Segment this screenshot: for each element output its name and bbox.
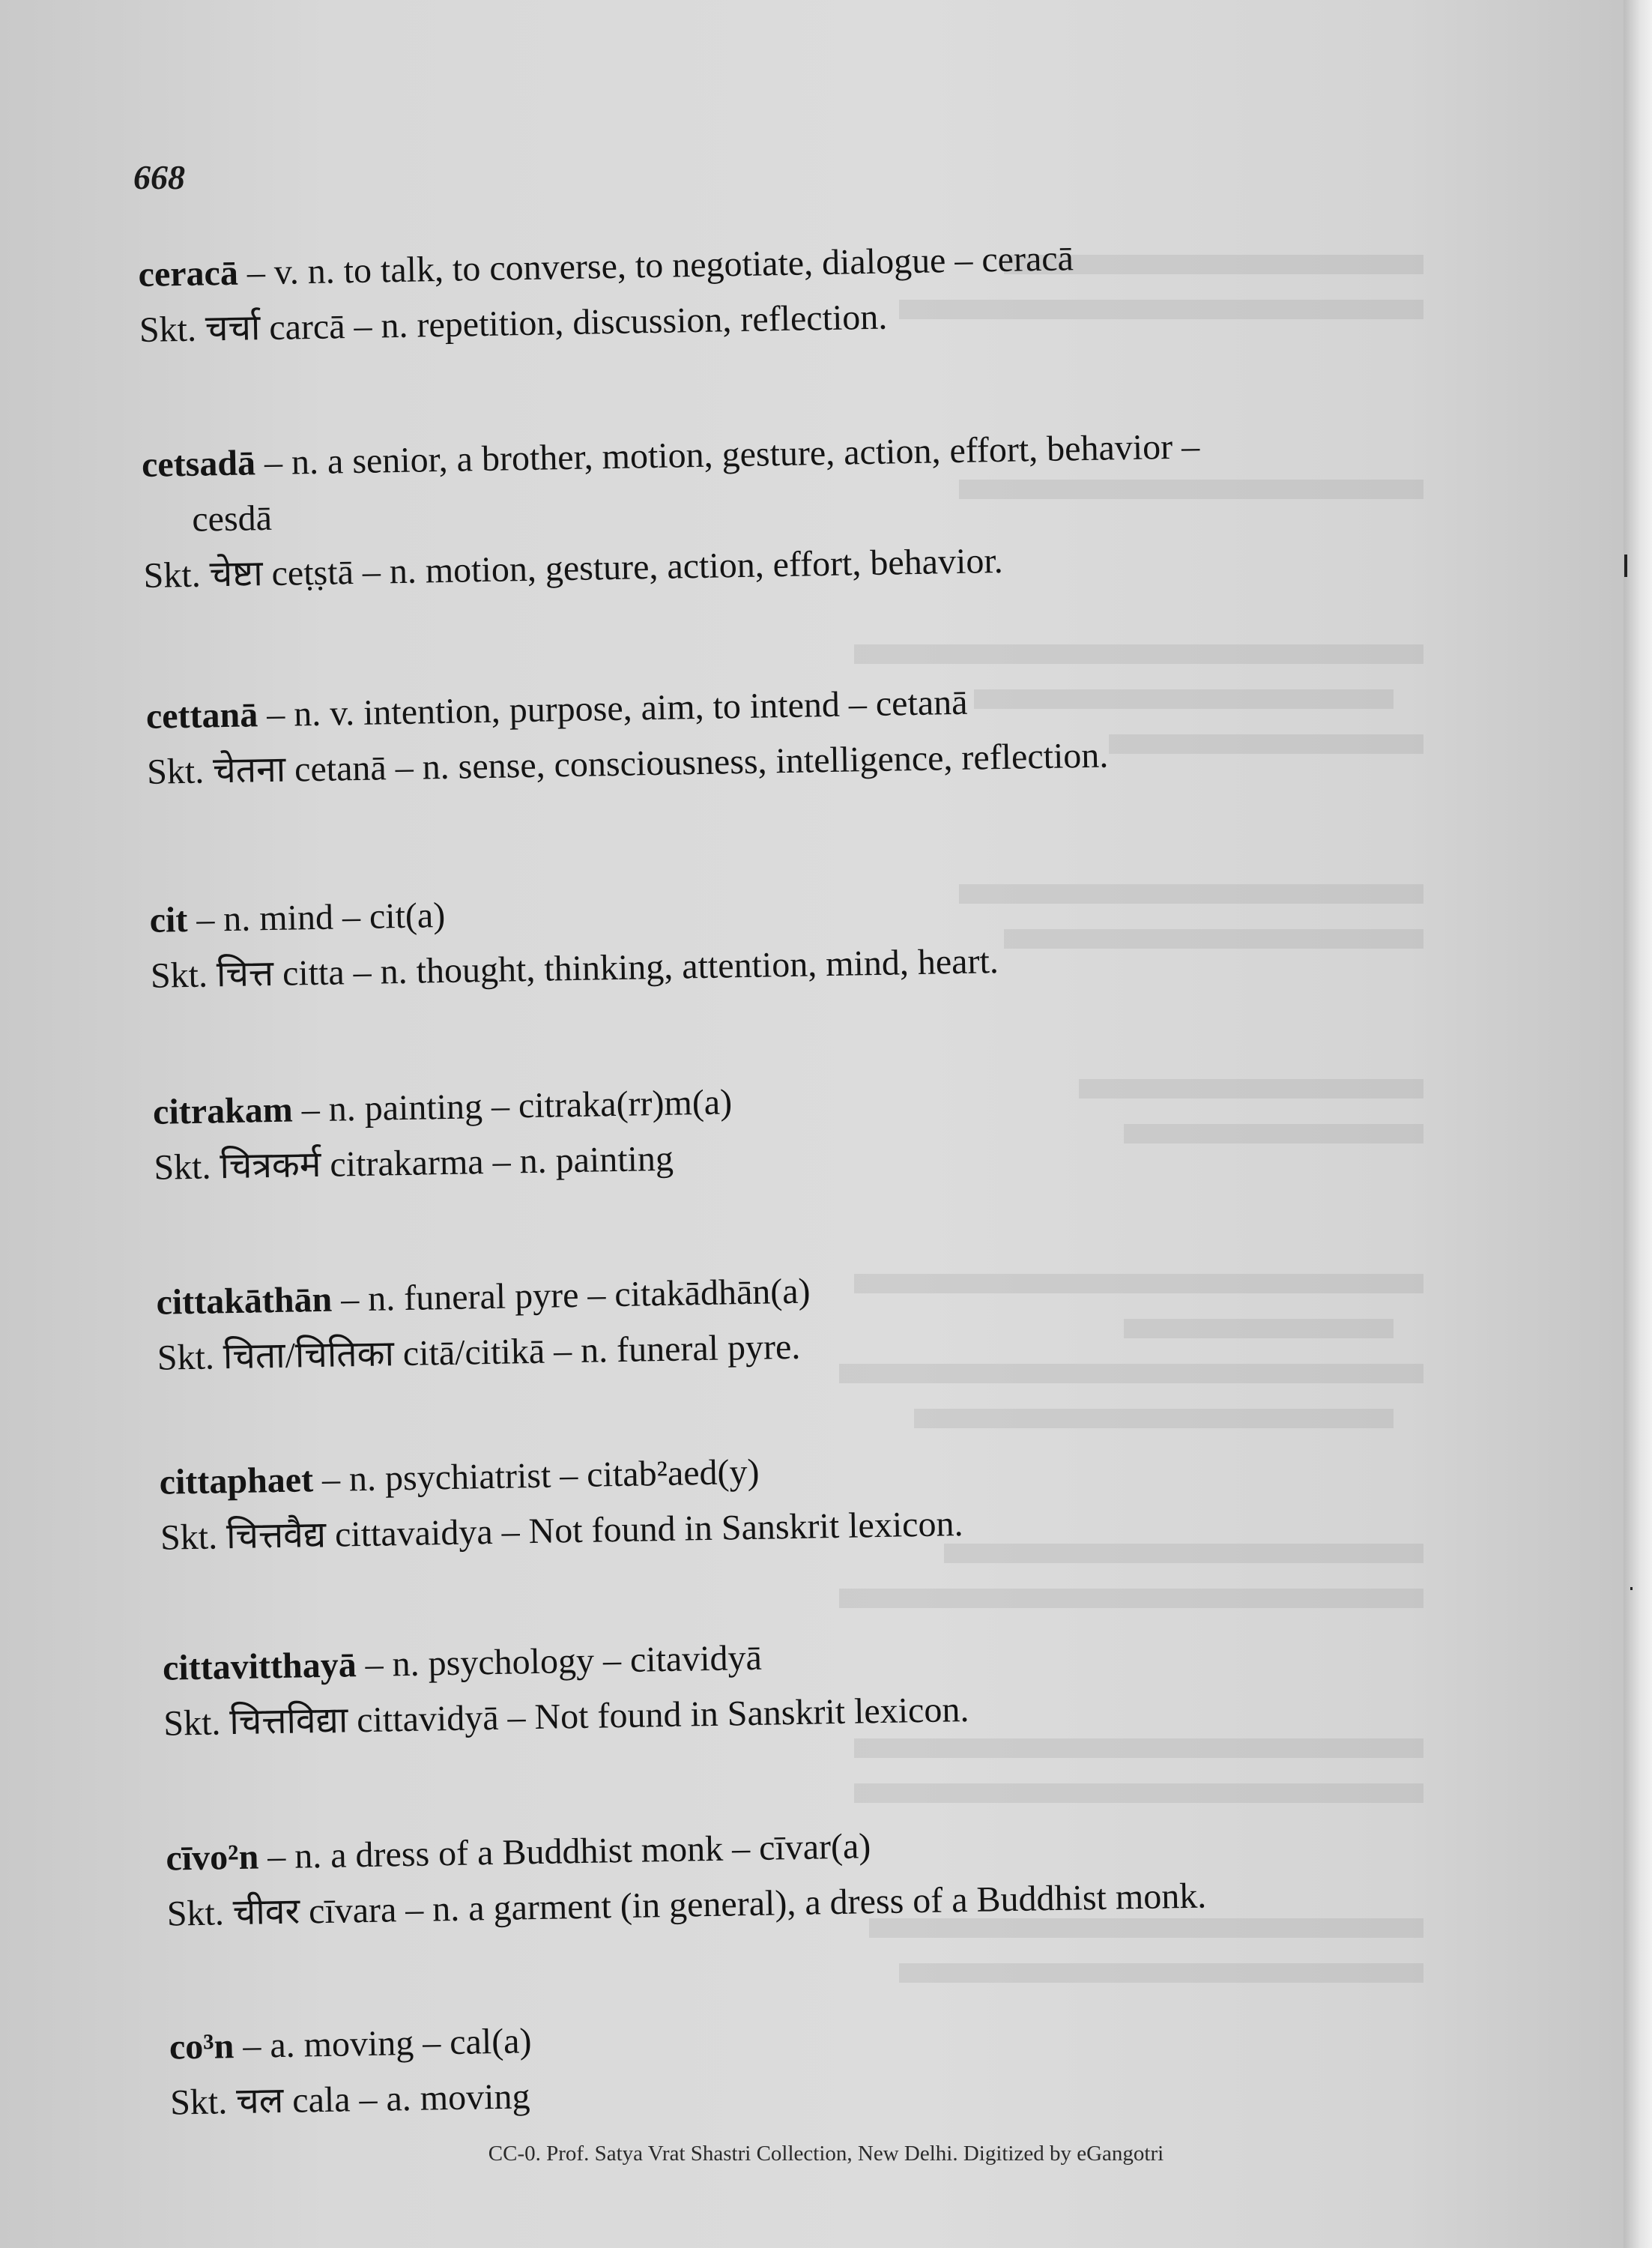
dictionary-entry [138,224,1458,358]
entry-definition: – n. mind – cit(a) [187,895,446,940]
entry-sanskrit: Skt. चित्रकर्म citrakarma – n. painting [153,1138,674,1188]
entry-sanskrit: Skt. चित्तवैद्य cittavaidya – Not found in Sanskrit lexicon. [160,1504,963,1558]
entry-sanskrit: Skt. चल cala – a. moving [169,2076,530,2123]
entry-definition: – v. n. to talk, to converse, to negotiate, dialogue – ceracā [237,238,1074,293]
entry-headword: cettanā [145,695,258,737]
entry-definition: – n. v. intention, purpose, aim, to intend – cetanā [257,682,968,735]
entry-headword: cittavitthayā [162,1645,357,1688]
entry-headword: ceracā [138,253,239,294]
page-number: 668 [133,158,185,196]
entry-sanskrit: Skt. चेष्टा ceṭṣtā – n. motion, gesture, action, effort, behavior. [143,540,1004,596]
entry-headword: cit [149,899,188,940]
digitization-credit: CC-0. Prof. Satya Vrat Shastri Collection, New Delhi. Digitized by eGangotri [488,2142,1164,2166]
entry-sanskrit: Skt. चिता/चितिका citā/citikā – n. funeral pyre. [157,1326,801,1378]
dictionary-entry [141,414,1462,604]
entry-definition: – n. psychology – citavidyā [356,1637,763,1685]
entry-headword: citrakam [152,1090,294,1132]
entry-definition: – n. funeral pyre – citakādhān(a) [331,1271,811,1320]
entry-definition: – n. a senior, a brother, motion, gesture, action, effort, behavior – [255,426,1200,483]
dictionary-entry [149,870,1469,1004]
entry-sanskrit: Skt. चित्त citta – n. thought, thinking, attention, mind, heart. [150,941,999,996]
entry-headword: cetsadā [141,443,256,485]
entry-definition: – n. a dress of a Buddhist monk – cīvar(a) [258,1826,871,1877]
page-edge [1624,0,1652,2248]
stray-mark [1624,555,1627,577]
entry-sanskrit: Skt. चीवर cīvara – n. a garment (in general), a dress of a Buddhist monk. [166,1876,1207,1934]
entry-sanskrit: Skt. चेतना cetanā – n. sense, consciousness, intelligence, reflection. [146,735,1109,792]
dictionary-entry [162,1618,1482,1752]
dictionary-entry [166,1808,1486,1942]
entry-headword: cīvo²n [166,1837,259,1879]
entry-headword: cittakāthān [156,1279,333,1323]
stray-mark [1630,1587,1633,1590]
dictionary-entry [153,1062,1473,1196]
dictionary-entry [145,666,1465,800]
entry-definition: – n. psychiatrist – citab²aed(y) [312,1451,760,1500]
entry-headword: cittaphaet [159,1460,314,1502]
dictionary-entry [159,1432,1479,1566]
entry-sanskrit: Skt. चर्चा carcā – n. repetition, discussion, reflection. [139,297,888,350]
dictionary-entry [156,1252,1476,1386]
entry-continuation: cesdā [191,498,273,540]
entry-headword: co³n [169,2026,235,2067]
dictionary-entry [169,1997,1489,2131]
entry-definition: – a. moving – cal(a) [233,2021,532,2067]
entry-sanskrit: Skt. चित्तविद्या cittavidyā – Not found in Sanskrit lexicon. [163,1689,969,1744]
entry-definition: – n. painting – citraka(rr)m(a) [292,1082,733,1130]
